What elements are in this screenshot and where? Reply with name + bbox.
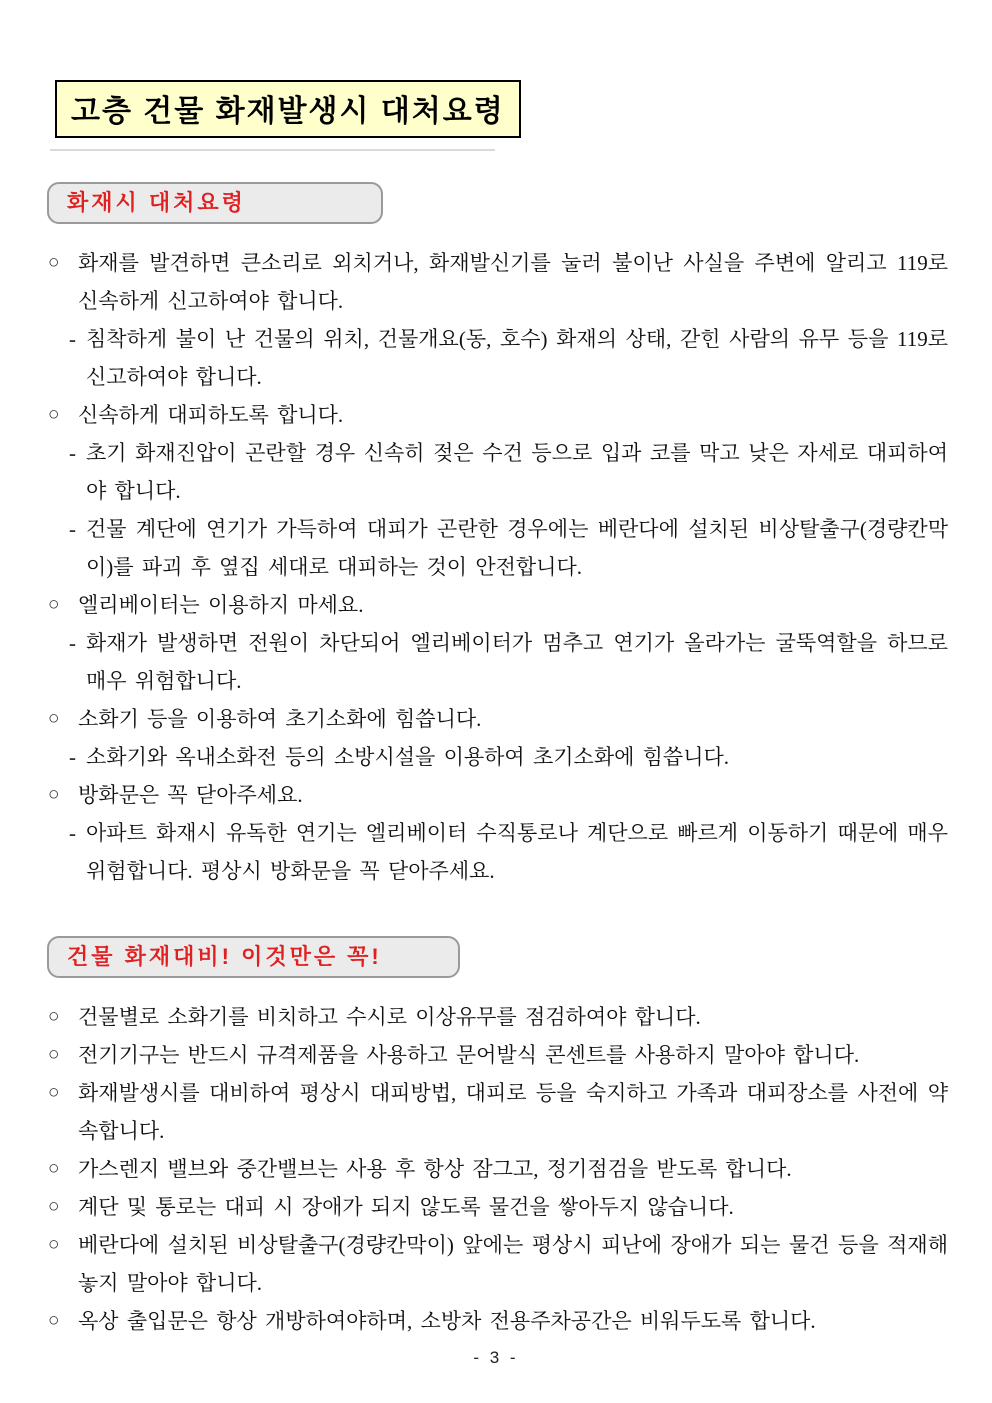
list-item-text: 엘리베이터는 이용하지 마세요. xyxy=(78,593,364,617)
list-item xyxy=(48,998,948,1036)
list-item xyxy=(48,1226,948,1302)
list-item-text: 계단 및 통로는 대피 시 장애가 되지 않도록 물건을 쌓아두지 않습니다. xyxy=(78,1195,734,1219)
list-item-text: 옥상 출입문은 항상 개방하여야하며, 소방차 전용주차공간은 비워두도록 합니다. xyxy=(78,1309,816,1333)
list-item-text: 소화기 등을 이용하여 초기소화에 힘씁니다. xyxy=(78,707,482,731)
circle-bullet-icon: ○ xyxy=(48,1082,60,1103)
circle-bullet-icon: ○ xyxy=(48,1044,60,1065)
list-item xyxy=(48,776,948,814)
sub-item-text: 침착하게 불이 난 건물의 위치, 건물개요(동, 호수) 화재의 상태, 갇힌 사람의 유무 등을 119로 신고하여야 합니다. xyxy=(86,327,948,389)
circle-bullet-icon: ○ xyxy=(48,1006,60,1027)
circle-bullet-icon: ○ xyxy=(48,784,60,805)
list-item-text: 신속하게 대피하도록 합니다. xyxy=(78,403,344,427)
section-list-fire-response xyxy=(48,244,948,890)
sub-list-item xyxy=(69,320,948,396)
list-item xyxy=(48,1302,948,1340)
sub-list-item xyxy=(69,624,948,700)
list-item xyxy=(48,1150,948,1188)
section-heading-fire-response: 화재시 대처요령 xyxy=(47,182,383,224)
list-item-text: 베란다에 설치된 비상탈출구(경량칸막이) 앞에는 평상시 피난에 장애가 되는 물건 등을 적재해 놓지 말아야 합니다. xyxy=(78,1233,948,1295)
sub-list-item xyxy=(69,510,948,586)
list-item xyxy=(48,1188,948,1226)
section-list-fire-preparedness xyxy=(48,998,948,1340)
dash-bullet-icon: - xyxy=(69,441,76,465)
list-item-text: 화재발생시를 대비하여 평상시 대피방법, 대피로 등을 숙지하고 가족과 대피장소를 사전에 약속합니다. xyxy=(78,1081,948,1143)
sub-list-item xyxy=(69,738,948,776)
circle-bullet-icon: ○ xyxy=(48,708,60,729)
document-title: 고층 건물 화재발생시 대처요령 xyxy=(55,80,521,138)
list-item xyxy=(48,586,948,624)
circle-bullet-icon: ○ xyxy=(48,404,60,425)
list-item-text: 건물별로 소화기를 비치하고 수시로 이상유무를 점검하여야 합니다. xyxy=(78,1005,701,1029)
circle-bullet-icon: ○ xyxy=(48,1310,60,1331)
list-item-text: 방화문은 꼭 닫아주세요. xyxy=(78,783,303,807)
sub-item-text: 소화기와 옥내소화전 등의 소방시설을 이용하여 초기소화에 힘씁니다. xyxy=(86,745,730,769)
sub-item-text: 건물 계단에 연기가 가득하여 대피가 곤란한 경우에는 베란다에 설치된 비상탈출구(경량칸막이)를 파괴 후 옆집 세대로 대피하는 것이 안전합니다. xyxy=(86,517,948,579)
dash-bullet-icon: - xyxy=(69,327,76,351)
circle-bullet-icon: ○ xyxy=(48,1234,60,1255)
dash-bullet-icon: - xyxy=(69,745,76,769)
circle-bullet-icon: ○ xyxy=(48,1196,60,1217)
list-item xyxy=(48,244,948,320)
circle-bullet-icon: ○ xyxy=(48,594,60,615)
sub-item-text: 화재가 발생하면 전원이 차단되어 엘리베이터가 멈추고 연기가 올라가는 굴뚝역할을 하므로 매우 위험합니다. xyxy=(86,631,948,693)
list-item xyxy=(48,396,948,434)
title-underline xyxy=(50,149,495,151)
sub-list-item xyxy=(69,434,948,510)
list-item-text: 화재를 발견하면 큰소리로 외치거나, 화재발신기를 눌러 불이난 사실을 주변에 알리고 119로 신속하게 신고하여야 합니다. xyxy=(78,251,948,313)
dash-bullet-icon: - xyxy=(69,631,76,655)
dash-bullet-icon: - xyxy=(69,821,76,845)
list-item xyxy=(48,1036,948,1074)
circle-bullet-icon: ○ xyxy=(48,252,60,273)
page-number: - 3 - xyxy=(473,1348,519,1367)
dash-bullet-icon: - xyxy=(69,517,76,541)
section-heading-fire-preparedness: 건물 화재대비! 이것만은 꼭! xyxy=(47,936,460,978)
list-item xyxy=(48,700,948,738)
list-item-text: 가스렌지 밸브와 중간밸브는 사용 후 항상 잠그고, 정기점검을 받도록 합니다. xyxy=(78,1157,792,1181)
sub-item-text: 아파트 화재시 유독한 연기는 엘리베이터 수직통로나 계단으로 빠르게 이동하기 때문에 매우 위험합니다. 평상시 방화문을 꼭 닫아주세요. xyxy=(86,821,948,883)
sub-item-text: 초기 화재진압이 곤란할 경우 신속히 젖은 수건 등으로 입과 코를 막고 낮은 자세로 대피하여야 합니다. xyxy=(86,441,948,503)
circle-bullet-icon: ○ xyxy=(48,1158,60,1179)
sub-list-item xyxy=(69,814,948,890)
list-item-text: 전기기구는 반드시 규격제품을 사용하고 문어발식 콘센트를 사용하지 말아야 합니다. xyxy=(78,1043,860,1067)
list-item xyxy=(48,1074,948,1150)
